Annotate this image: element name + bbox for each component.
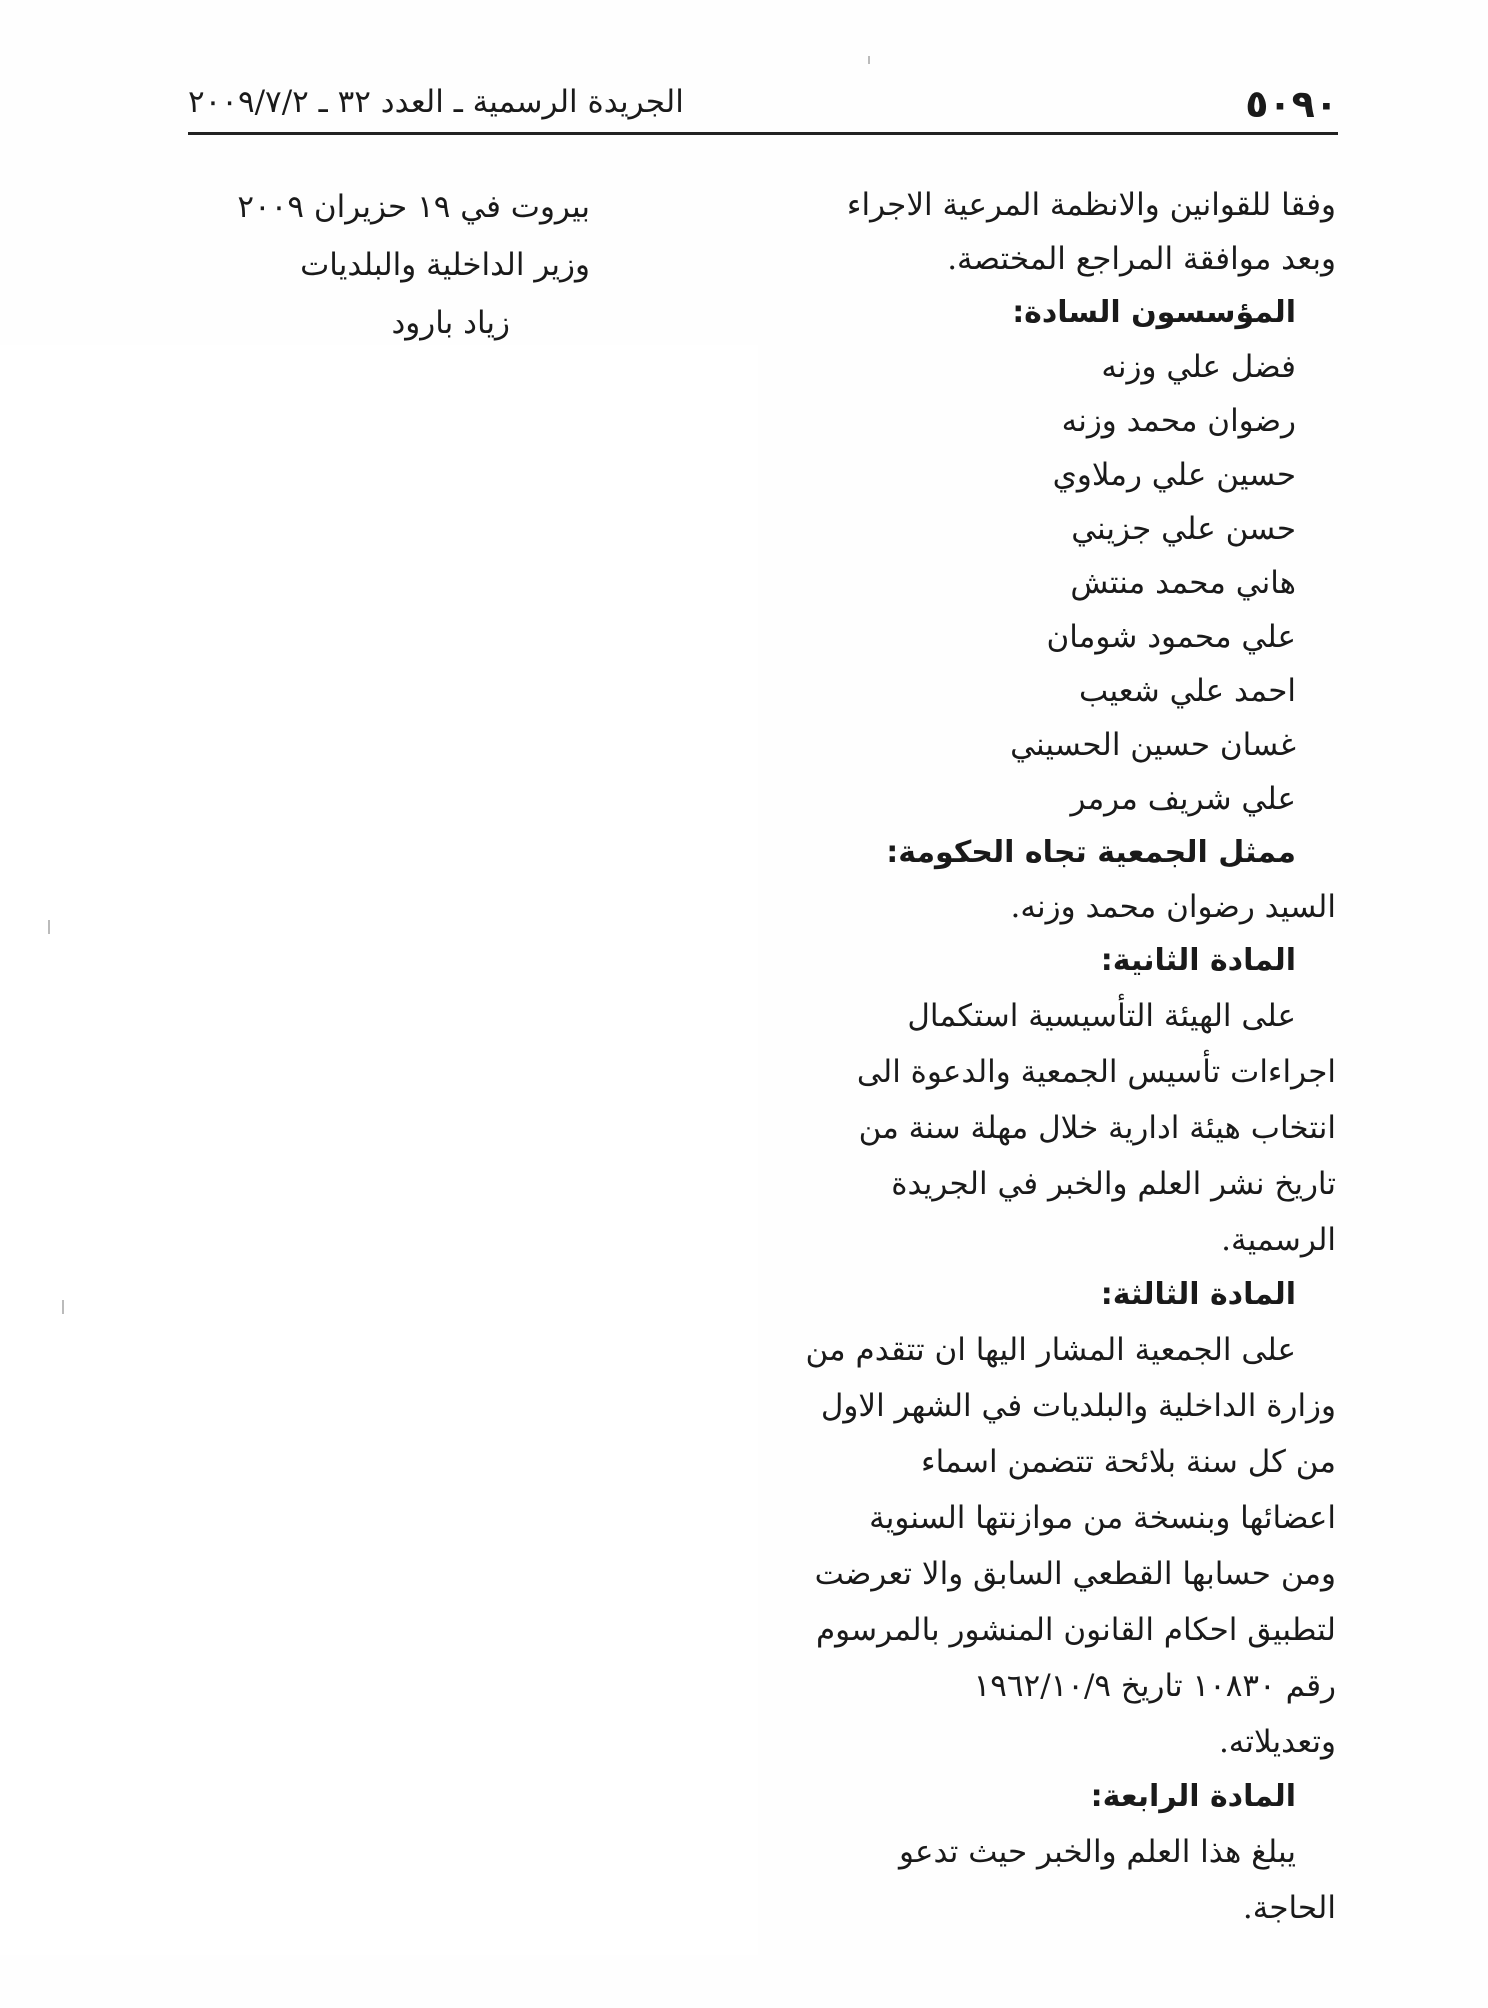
signature-block xyxy=(190,178,590,352)
article-three-body xyxy=(746,1322,1336,1770)
article-line: لتطبيق احكام القانون المنشور بالمرسوم xyxy=(815,1612,1336,1648)
article-line: على الهيئة التأسيسية استكمال xyxy=(907,998,1296,1034)
scan-speck xyxy=(62,1300,64,1314)
article-line: من كل سنة بلائحة تتضمن اسماء xyxy=(921,1444,1336,1480)
scan-speck xyxy=(868,56,870,64)
article-line: الحاجة. xyxy=(1242,1890,1336,1926)
intro-line: وفقا للقوانين والانظمة المرعية الاجراء xyxy=(846,187,1336,223)
article-two-body xyxy=(746,988,1336,1268)
founder-name: علي شريف مرمر xyxy=(1070,781,1296,817)
gazette-issue-line: الجريدة الرسمية ـ العدد ٣٢ ـ ٢٠٠٩/٧/٢ xyxy=(188,84,684,120)
scan-speck xyxy=(48,920,50,934)
founder-name: حسين علي رملاوي xyxy=(1052,457,1296,493)
main-text-column xyxy=(746,178,1336,1936)
signature-place-date: بيروت في ١٩ حزيران ٢٠٠٩ xyxy=(237,189,590,225)
article-line: اجراءات تأسيس الجمعية والدعوة الى xyxy=(856,1054,1336,1090)
representative-text: السيد رضوان محمد وزنه. xyxy=(1010,889,1336,925)
blank-area xyxy=(0,345,758,1955)
intro-line: وبعد موافقة المراجع المختصة. xyxy=(947,241,1336,277)
article-line: ومن حسابها القطعي السابق والا تعرضت xyxy=(814,1556,1336,1592)
page-header xyxy=(188,78,1338,130)
representative-heading: ممثل الجمعية تجاه الحكومة: xyxy=(886,835,1296,870)
header-divider xyxy=(188,132,1338,135)
page-number: ٥٠٩٠ xyxy=(1245,82,1338,126)
signature-name: زياد بارود xyxy=(391,305,510,341)
article-line: اعضائها وبنسخة من موازنتها السنوية xyxy=(869,1500,1336,1536)
article-line: وزارة الداخلية والبلديات في الشهر الاول xyxy=(820,1388,1336,1424)
article-line: وتعديلاته. xyxy=(1218,1724,1336,1760)
article-four-heading: المادة الرابعة: xyxy=(1090,1779,1296,1814)
founder-name: هاني محمد منتش xyxy=(1070,565,1296,601)
article-line: يبلغ هذا العلم والخبر حيث تدعو xyxy=(898,1834,1296,1870)
article-four-body xyxy=(746,1824,1336,1936)
article-three-heading: المادة الثالثة: xyxy=(1100,1277,1296,1312)
article-line: تاريخ نشر العلم والخبر في الجريدة xyxy=(891,1166,1336,1202)
founders-heading: المؤسسون السادة: xyxy=(1012,295,1296,330)
founder-name: رضوان محمد وزنه xyxy=(1061,403,1296,439)
signature-title: وزير الداخلية والبلديات xyxy=(300,247,590,283)
article-line: على الجمعية المشار اليها ان تتقدم من xyxy=(805,1332,1296,1368)
article-line: انتخاب هيئة ادارية خلال مهلة سنة من xyxy=(858,1110,1336,1146)
founder-name: فضل علي وزنه xyxy=(1101,349,1296,385)
founder-name: احمد علي شعيب xyxy=(1079,673,1296,709)
article-line: الرسمية. xyxy=(1221,1222,1336,1258)
article-two-heading: المادة الثانية: xyxy=(1100,943,1296,978)
founder-name: حسن علي جزيني xyxy=(1071,511,1296,547)
founder-name: غسان حسين الحسيني xyxy=(1010,727,1296,763)
article-line: رقم ١٠٨٣٠ تاريخ ١٩٦٢/١٠/٩ xyxy=(973,1668,1336,1704)
founder-name: علي محمود شومان xyxy=(1046,619,1296,655)
